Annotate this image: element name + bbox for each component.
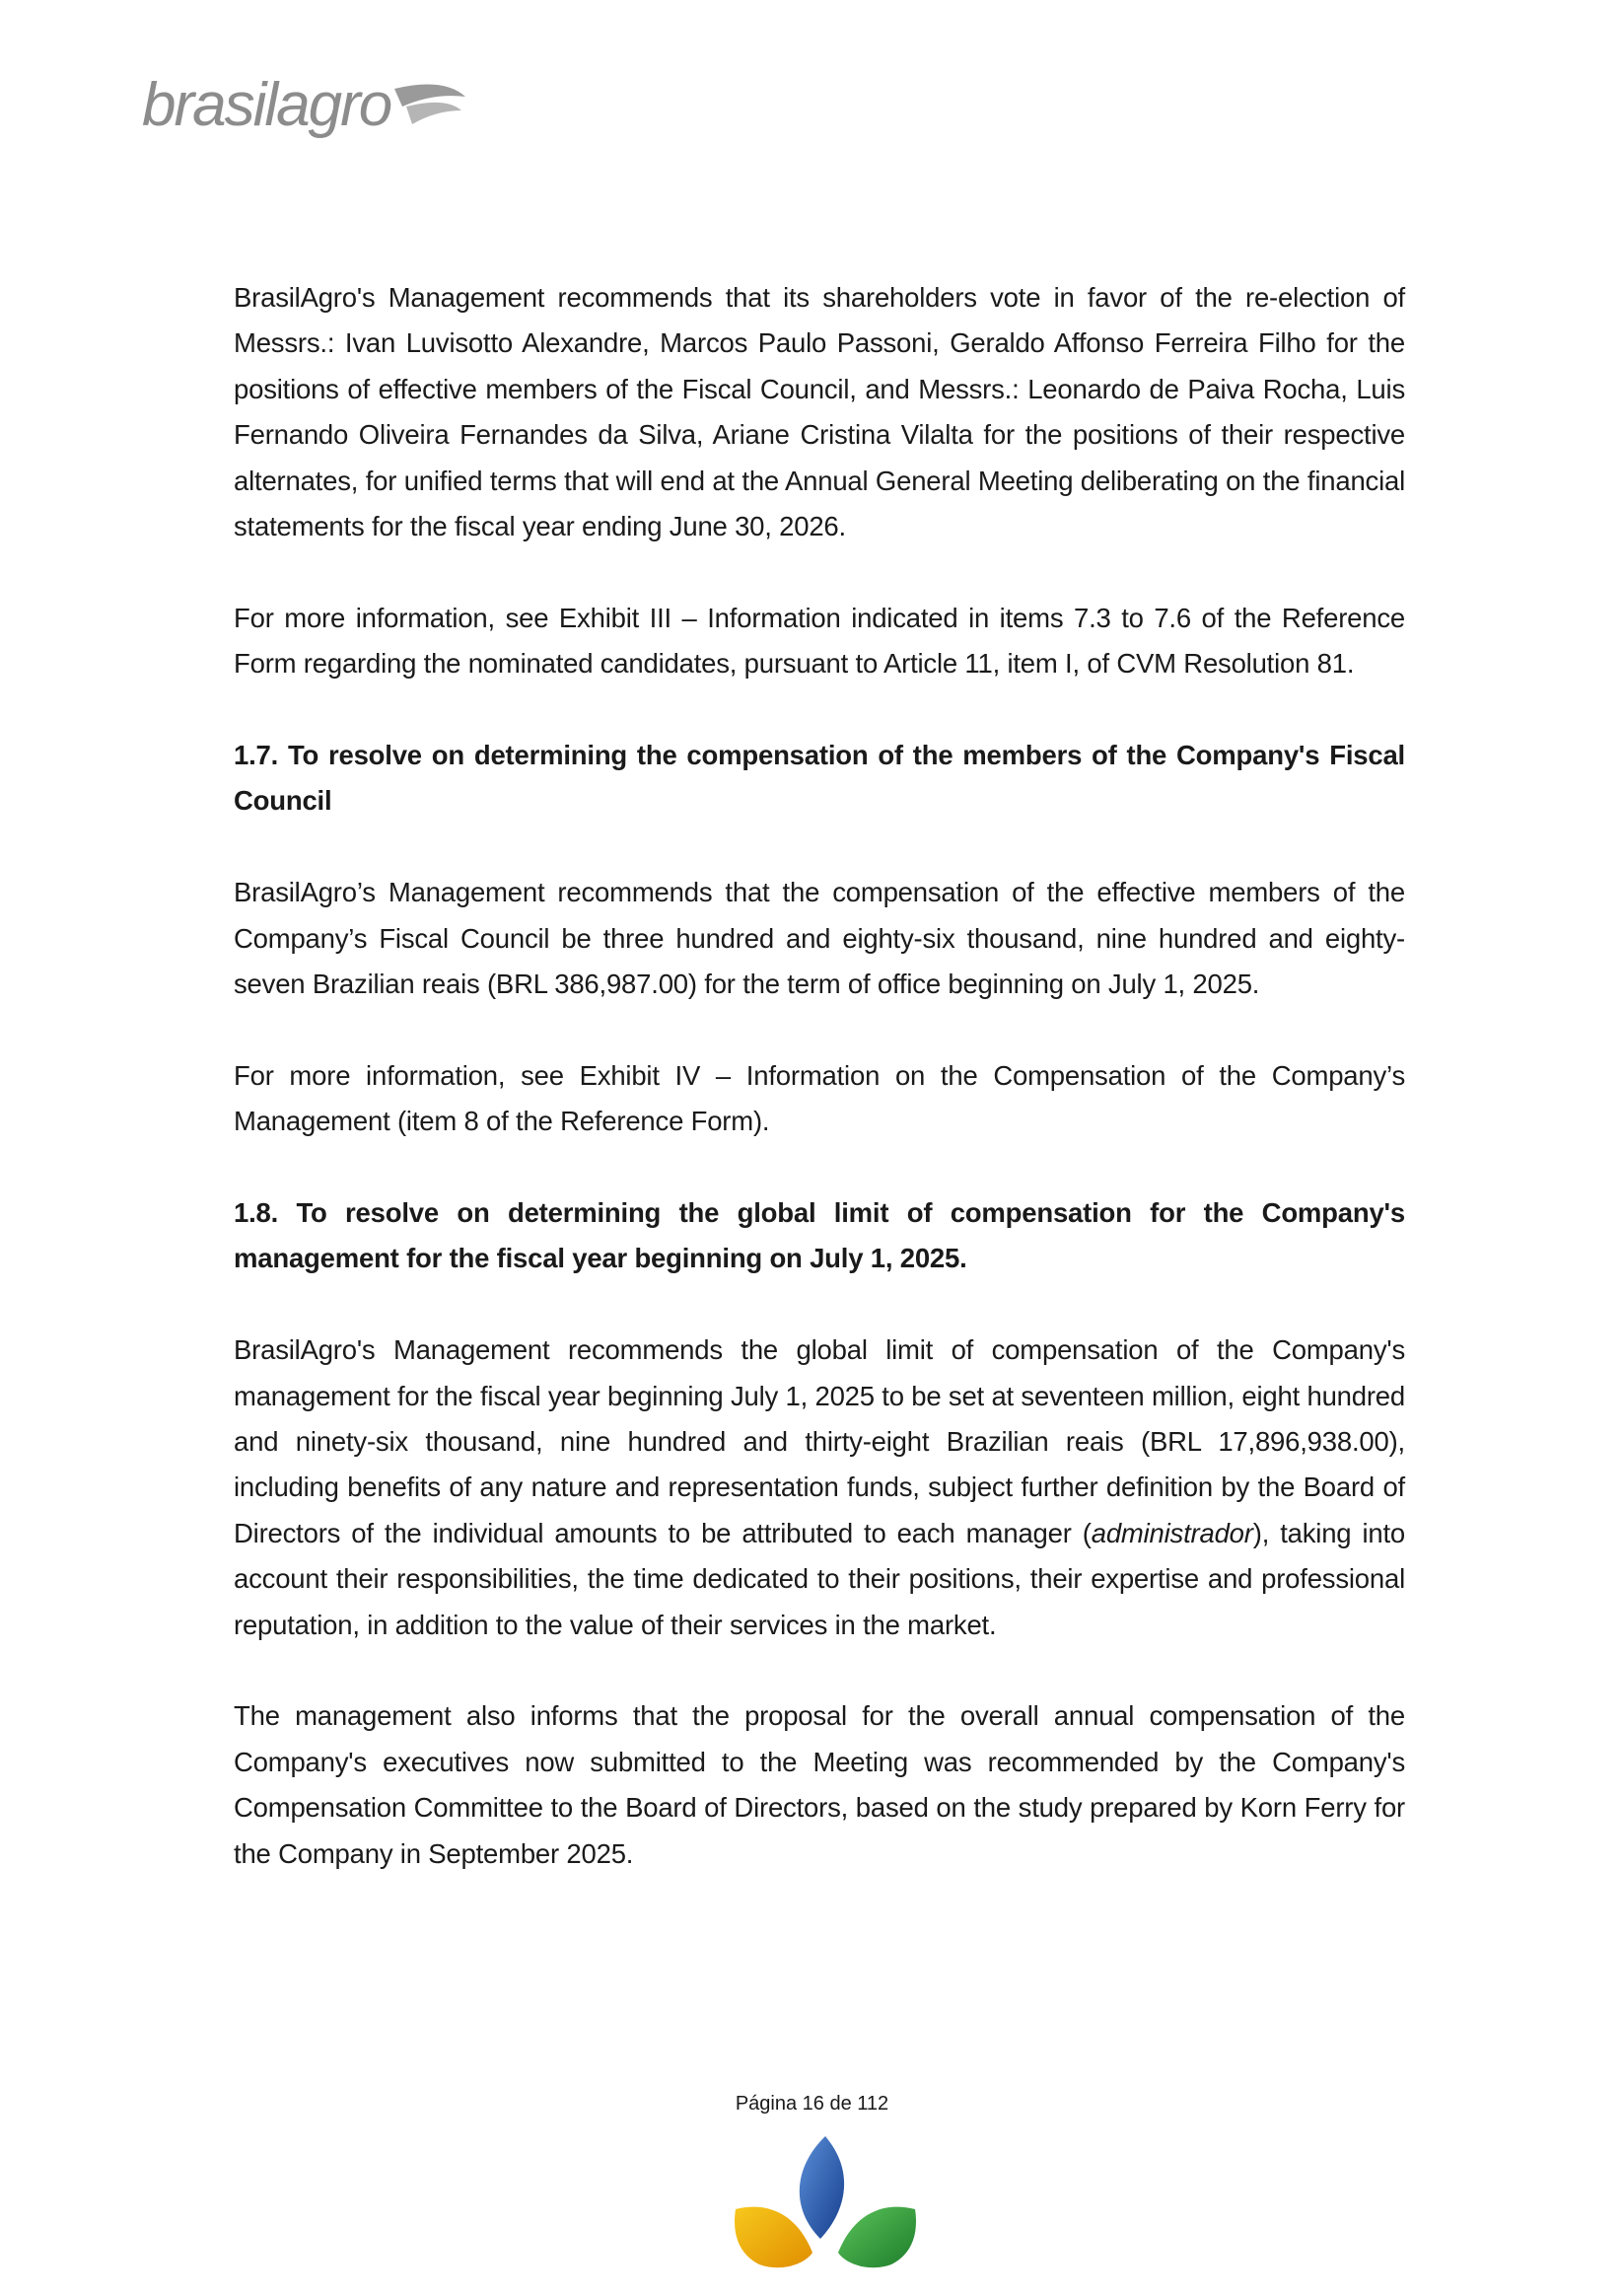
logo-swoosh-icon xyxy=(355,67,473,146)
paragraph-fiscal-council-compensation: BrasilAgro’s Management recommends that the compensation of the effective members of the Company’s Fiscal Council be three hundred and eighty-six thousand, nine hundred and eighty-seven Brazilian reais (BRL 386,987.00) for the term of office beginning on July 1, 2025. xyxy=(234,877,1405,1000)
leaves-emblem-icon xyxy=(722,2128,929,2276)
section-heading-1-7: 1.7. To resolve on determining the compensation of the members of the Company's Fiscal Council xyxy=(234,740,1405,817)
paragraph-exhibit-iii: For more information, see Exhibit III – Information indicated in items 7.3 to 7.6 of the Reference Form regarding the nominated candidates, pursuant to Article 11, item I, of CVM Resolution 81. xyxy=(234,602,1405,680)
paragraph-exhibit-iv: For more information, see Exhibit IV – Information on the Compensation of the Company’s Management (item 8 of the Reference Form). xyxy=(234,1059,1405,1137)
paragraph-text-end: ), taking into account their responsibilities, the time dedicated to their positions, their expertise and professional reputation, in addition to the value of their services in the market. xyxy=(234,1517,1405,1640)
paragraph-compensation-committee: The management also informs that the proposal for the overall annual compensation of the Company's executives now submitted to the Meeting was recommended by the Company's Compensation Committee to the Board of Directors, based on the study prepared by Korn Ferry for the Company in September 2025. xyxy=(234,1700,1405,1869)
document-body xyxy=(234,275,1405,1923)
page-number: Página 16 de 112 xyxy=(735,2093,889,2115)
paragraph-fiscal-council-reelection: BrasilAgro's Management recommends that its shareholders vote in favor of the re-election of Messrs.: Ivan Luvisotto Alexandre, Marcos Paulo Passoni, Geraldo Affonso Ferreira Filho for the positions of effective members of the Fiscal Council, and Messrs.: Leonardo de Paiva Rocha, Luis Fernando Oliveira Fernandes da Silva, Ariane Cristina Vilalta for the positions of their respective alternates, for unified terms that will end at the Annual General Meeting deliberating on the financial statements for the fiscal year ending June 30, 2026. xyxy=(234,282,1405,542)
paragraph-text-start: BrasilAgro's Management recommends the global limit of compensation of the Company's management for the fiscal year beginning July 1, 2025 to be set at seventeen million, eight hundred and ninety-six thousand, nine hundred and thirty-eight Brazilian reais (BRL 17,896,938.00), including benefits of any nature and representation funds, subject further definition by the Board of Directors of the individual amounts to be attributed to each manager ( xyxy=(234,1334,1405,1548)
italic-term: administrador xyxy=(1091,1517,1253,1548)
paragraph-global-compensation-limit xyxy=(234,1327,1405,1648)
logo-wordmark: brasilagro xyxy=(142,71,391,139)
brasilagro-logo xyxy=(138,67,454,156)
section-heading-1-8: 1.8. To resolve on determining the global limit of compensation for the Company's management for the fiscal year beginning on July 1, 2025. xyxy=(234,1197,1405,1274)
